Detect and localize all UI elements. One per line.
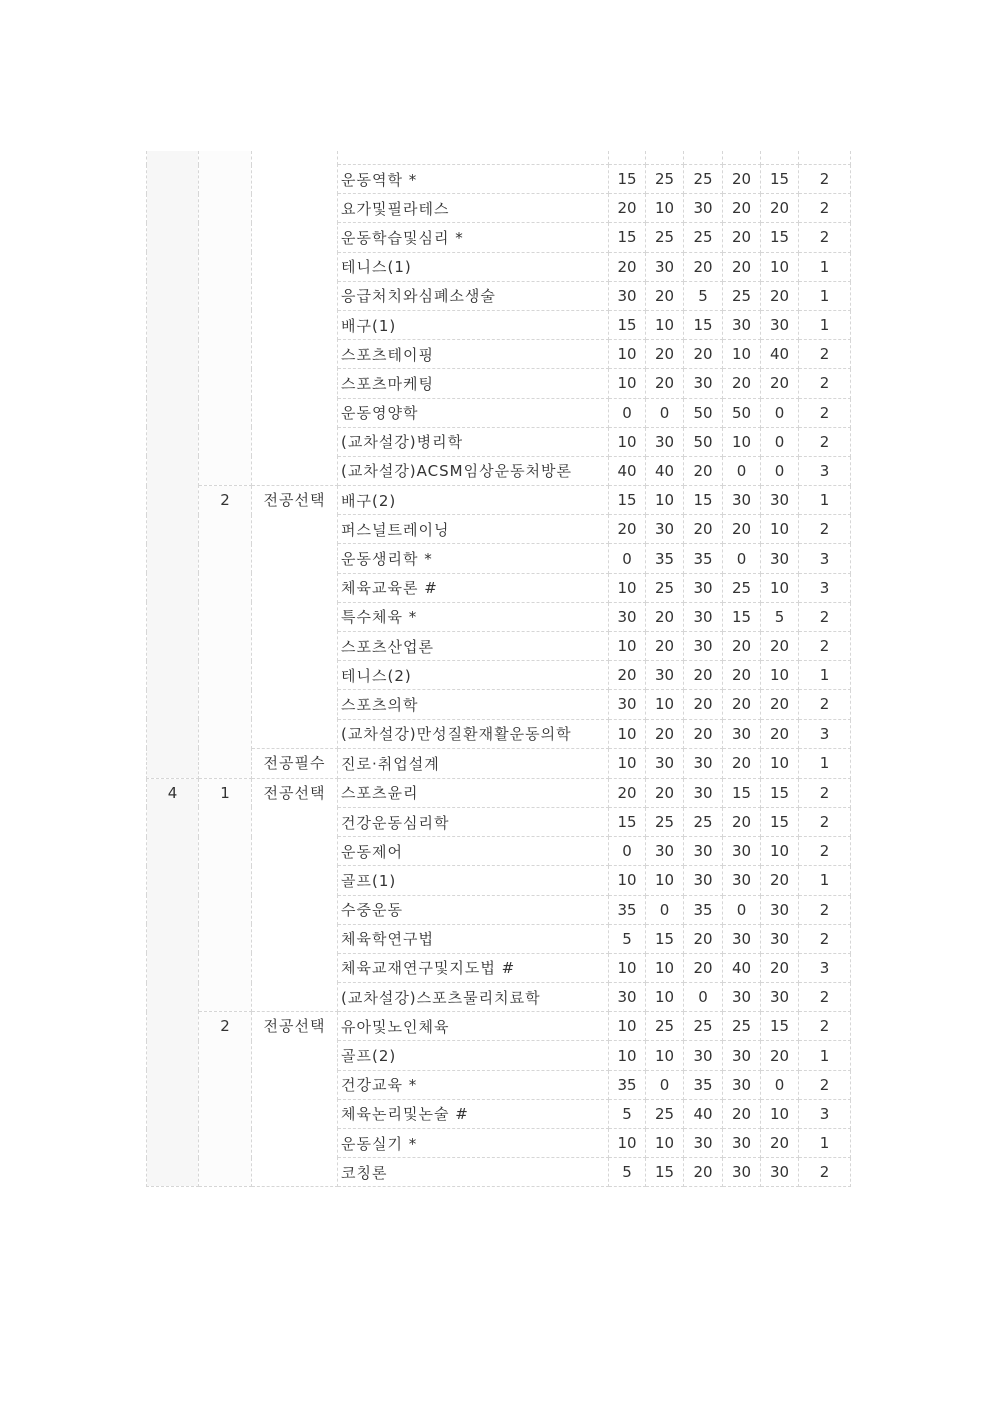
score-cell: 25	[723, 1012, 761, 1041]
score-cell: 35	[684, 895, 723, 924]
course-name-cell: 체육논리및논술 #	[338, 1099, 609, 1128]
course-type-cell	[252, 151, 338, 486]
score-cell: 30	[761, 310, 799, 339]
score-cell: 50	[684, 398, 723, 427]
score-cell: 5	[609, 1099, 646, 1128]
score-cell: 30	[723, 866, 761, 895]
score-cell: 0	[723, 895, 761, 924]
credit-cell: 2	[799, 398, 851, 427]
score-cell: 0	[761, 1070, 799, 1099]
course-name-cell: (교차설강)병리학	[338, 427, 609, 456]
score-cell: 20	[646, 719, 684, 748]
score-cell: 10	[609, 748, 646, 778]
score-cell: 0	[761, 398, 799, 427]
credit-cell: 1	[799, 252, 851, 281]
score-cell: 40	[684, 1099, 723, 1128]
table-row	[147, 778, 851, 807]
score-cell: 20	[723, 252, 761, 281]
score-cell: 20	[723, 223, 761, 252]
score-cell: 15	[609, 223, 646, 252]
score-cell: 30	[684, 573, 723, 602]
course-name-cell: 운동역학 *	[338, 165, 609, 194]
credit-cell: 1	[799, 866, 851, 895]
course-name-cell: 체육교재연구및지도법 #	[338, 953, 609, 982]
table-row	[147, 748, 851, 778]
course-name-cell: 운동생리학 *	[338, 544, 609, 573]
score-cell: 30	[761, 895, 799, 924]
score-cell: 20	[761, 194, 799, 223]
score-cell: 30	[684, 1041, 723, 1070]
course-name-cell: 특수체육 *	[338, 602, 609, 631]
course-name-cell: 스포츠의학	[338, 690, 609, 719]
score-cell: 30	[761, 1158, 799, 1187]
score-cell: 30	[723, 1070, 761, 1099]
score-cell: 15	[761, 165, 799, 194]
credit-cell: 1	[799, 281, 851, 310]
score-cell: 25	[646, 807, 684, 836]
course-name-cell: 스포츠산업론	[338, 632, 609, 661]
score-cell: 20	[761, 632, 799, 661]
score-cell: 15	[761, 778, 799, 807]
score-cell: 25	[646, 165, 684, 194]
score-cell: 10	[609, 632, 646, 661]
score-cell: 20	[761, 690, 799, 719]
score-cell: 20	[723, 194, 761, 223]
credit-cell: 1	[799, 661, 851, 690]
score-cell: 15	[609, 165, 646, 194]
score-cell: 0	[684, 983, 723, 1012]
course-name-cell: 운동학습및심리 *	[338, 223, 609, 252]
course-type-cell: 전공선택	[252, 1012, 338, 1187]
score-cell: 20	[723, 369, 761, 398]
score-cell: 20	[684, 252, 723, 281]
score-cell: 10	[609, 866, 646, 895]
score-cell: 35	[609, 1070, 646, 1099]
semester-cell	[199, 151, 252, 486]
course-name-cell: 골프(2)	[338, 1041, 609, 1070]
score-cell: 10	[646, 1041, 684, 1070]
score-cell: 10	[609, 340, 646, 369]
score-cell: 50	[684, 427, 723, 456]
score-cell: 20	[723, 661, 761, 690]
score-cell: 5	[761, 602, 799, 631]
score-cell: 40	[646, 456, 684, 485]
score-cell: 35	[646, 544, 684, 573]
score-cell: 10	[609, 1129, 646, 1158]
credit-cell: 2	[799, 223, 851, 252]
score-cell: 10	[609, 1041, 646, 1070]
credit-cell: 2	[799, 1070, 851, 1099]
score-cell: 25	[646, 1012, 684, 1041]
score-cell: 30	[646, 748, 684, 778]
score-cell: 0	[723, 456, 761, 485]
course-name-cell: 스포츠테이핑	[338, 340, 609, 369]
score-cell: 20	[646, 632, 684, 661]
score-cell: 40	[761, 340, 799, 369]
score-cell: 25	[684, 807, 723, 836]
score-cell: 10	[609, 369, 646, 398]
credit-cell: 2	[799, 807, 851, 836]
score-cell: 35	[684, 544, 723, 573]
grade-cell: 4	[147, 778, 199, 1187]
course-name-cell: 테니스(2)	[338, 661, 609, 690]
grade-cell	[147, 151, 199, 778]
score-cell: 10	[761, 515, 799, 544]
score-cell: 5	[609, 924, 646, 953]
score-cell: 30	[646, 252, 684, 281]
score-cell	[609, 151, 646, 165]
course-name-cell: 코칭론	[338, 1158, 609, 1187]
score-cell	[761, 151, 799, 165]
score-cell: 15	[761, 223, 799, 252]
score-cell: 20	[761, 719, 799, 748]
course-name-cell: 퍼스널트레이닝	[338, 515, 609, 544]
score-cell: 5	[609, 1158, 646, 1187]
score-cell	[646, 151, 684, 165]
table-row	[147, 486, 851, 515]
score-cell: 20	[646, 778, 684, 807]
credit-cell: 3	[799, 456, 851, 485]
score-cell: 30	[684, 837, 723, 866]
score-cell: 15	[609, 807, 646, 836]
credit-cell: 3	[799, 1099, 851, 1128]
score-cell: 20	[684, 456, 723, 485]
score-cell: 10	[609, 427, 646, 456]
score-cell: 10	[609, 953, 646, 982]
credit-cell: 2	[799, 515, 851, 544]
score-cell: 20	[761, 866, 799, 895]
score-cell: 15	[723, 602, 761, 631]
score-cell: 20	[684, 661, 723, 690]
score-cell: 5	[684, 281, 723, 310]
score-cell: 20	[646, 340, 684, 369]
semester-cell: 2	[199, 1012, 252, 1187]
score-cell: 25	[684, 1012, 723, 1041]
score-cell: 10	[646, 194, 684, 223]
credit-cell: 2	[799, 690, 851, 719]
course-name-cell: 건강운동심리학	[338, 807, 609, 836]
score-cell: 10	[609, 573, 646, 602]
score-cell: 10	[609, 1012, 646, 1041]
course-type-cell: 전공선택	[252, 486, 338, 749]
semester-cell: 1	[199, 778, 252, 1012]
score-cell: 20	[609, 661, 646, 690]
score-cell: 20	[761, 369, 799, 398]
score-cell: 30	[723, 983, 761, 1012]
score-cell: 20	[723, 632, 761, 661]
course-type-cell: 전공선택	[252, 778, 338, 1012]
score-cell: 20	[646, 281, 684, 310]
score-cell: 20	[609, 252, 646, 281]
score-cell: 0	[646, 398, 684, 427]
course-name-cell: 골프(1)	[338, 866, 609, 895]
course-name-cell: 스포츠윤리	[338, 778, 609, 807]
score-cell: 30	[684, 866, 723, 895]
score-cell: 0	[609, 544, 646, 573]
score-cell: 40	[723, 953, 761, 982]
credit-cell: 2	[799, 194, 851, 223]
score-cell: 20	[684, 924, 723, 953]
score-cell: 30	[723, 310, 761, 339]
score-cell: 20	[723, 1099, 761, 1128]
score-cell: 30	[761, 544, 799, 573]
course-name-cell: 요가및필라테스	[338, 194, 609, 223]
score-cell: 20	[761, 1129, 799, 1158]
credit-cell	[799, 151, 851, 165]
credit-cell: 2	[799, 778, 851, 807]
score-cell: 10	[646, 953, 684, 982]
course-name-cell: 테니스(1)	[338, 252, 609, 281]
course-name-cell: 진로·취업설계	[338, 748, 609, 778]
score-cell: 30	[646, 515, 684, 544]
curriculum-table-body	[147, 151, 851, 1187]
score-cell: 10	[761, 661, 799, 690]
score-cell: 20	[761, 953, 799, 982]
course-name-cell	[338, 151, 609, 165]
score-cell: 25	[646, 223, 684, 252]
score-cell: 20	[723, 807, 761, 836]
course-name-cell: 운동실기 *	[338, 1129, 609, 1158]
score-cell: 15	[761, 1012, 799, 1041]
credit-cell: 2	[799, 602, 851, 631]
score-cell: 30	[609, 690, 646, 719]
credit-cell: 2	[799, 837, 851, 866]
score-cell: 20	[761, 281, 799, 310]
score-cell: 15	[609, 486, 646, 515]
score-cell: 25	[684, 165, 723, 194]
curriculum-table	[146, 151, 851, 1187]
score-cell	[684, 151, 723, 165]
score-cell: 0	[609, 398, 646, 427]
score-cell: 10	[723, 427, 761, 456]
course-name-cell: 운동제어	[338, 837, 609, 866]
credit-cell: 2	[799, 1158, 851, 1187]
score-cell: 20	[684, 1158, 723, 1187]
credit-cell: 1	[799, 310, 851, 339]
score-cell: 20	[684, 340, 723, 369]
score-cell: 10	[646, 310, 684, 339]
score-cell: 40	[609, 456, 646, 485]
score-cell: 15	[609, 310, 646, 339]
credit-cell: 3	[799, 719, 851, 748]
score-cell: 0	[761, 456, 799, 485]
score-cell: 30	[723, 486, 761, 515]
credit-cell: 1	[799, 486, 851, 515]
credit-cell: 2	[799, 632, 851, 661]
score-cell: 30	[609, 281, 646, 310]
score-cell: 30	[684, 748, 723, 778]
score-cell: 20	[723, 515, 761, 544]
score-cell: 10	[761, 837, 799, 866]
score-cell: 35	[609, 895, 646, 924]
score-cell: 10	[646, 983, 684, 1012]
score-cell: 20	[646, 369, 684, 398]
score-cell: 30	[761, 486, 799, 515]
course-name-cell: 스포츠마케팅	[338, 369, 609, 398]
course-name-cell: 운동영양학	[338, 398, 609, 427]
score-cell: 30	[723, 1041, 761, 1070]
score-cell	[723, 151, 761, 165]
curriculum-table-grid	[146, 151, 851, 1187]
score-cell: 25	[646, 573, 684, 602]
score-cell: 30	[723, 719, 761, 748]
course-name-cell: 건강교육 *	[338, 1070, 609, 1099]
score-cell: 0	[609, 837, 646, 866]
score-cell: 15	[761, 807, 799, 836]
score-cell: 30	[684, 194, 723, 223]
score-cell: 30	[646, 427, 684, 456]
course-name-cell: 배구(1)	[338, 310, 609, 339]
score-cell: 15	[723, 778, 761, 807]
score-cell: 30	[723, 1158, 761, 1187]
course-name-cell: (교차설강)만성질환재활운동의학	[338, 719, 609, 748]
course-type-cell: 전공필수	[252, 748, 338, 778]
credit-cell: 2	[799, 369, 851, 398]
score-cell: 20	[609, 778, 646, 807]
score-cell: 15	[646, 1158, 684, 1187]
score-cell: 10	[646, 1129, 684, 1158]
score-cell: 10	[646, 690, 684, 719]
score-cell: 10	[761, 252, 799, 281]
score-cell: 30	[723, 924, 761, 953]
score-cell: 10	[761, 1099, 799, 1128]
score-cell: 0	[761, 427, 799, 456]
cut-row	[147, 151, 851, 165]
course-name-cell: 배구(2)	[338, 486, 609, 515]
score-cell: 25	[646, 1099, 684, 1128]
credit-cell: 1	[799, 748, 851, 778]
credit-cell: 1	[799, 1129, 851, 1158]
score-cell: 20	[761, 1041, 799, 1070]
score-cell: 10	[609, 719, 646, 748]
table-row	[147, 1012, 851, 1041]
score-cell: 15	[684, 310, 723, 339]
score-cell: 20	[609, 515, 646, 544]
score-cell: 15	[646, 924, 684, 953]
score-cell: 25	[723, 281, 761, 310]
score-cell: 30	[646, 837, 684, 866]
score-cell: 20	[684, 953, 723, 982]
score-cell: 25	[684, 223, 723, 252]
score-cell: 30	[684, 602, 723, 631]
semester-cell: 2	[199, 486, 252, 779]
course-name-cell: 체육학연구법	[338, 924, 609, 953]
score-cell: 30	[761, 924, 799, 953]
score-cell: 25	[723, 573, 761, 602]
credit-cell: 1	[799, 1041, 851, 1070]
course-name-cell: 유아및노인체육	[338, 1012, 609, 1041]
score-cell: 10	[646, 486, 684, 515]
score-cell: 30	[723, 837, 761, 866]
score-cell: 30	[684, 778, 723, 807]
course-name-cell: 수중운동	[338, 895, 609, 924]
score-cell: 50	[723, 398, 761, 427]
score-cell: 10	[646, 866, 684, 895]
score-cell: 20	[609, 194, 646, 223]
score-cell: 20	[646, 602, 684, 631]
score-cell: 30	[609, 983, 646, 1012]
score-cell: 30	[684, 369, 723, 398]
course-name-cell: (교차설강)ACSM임상운동처방론	[338, 456, 609, 485]
score-cell: 15	[684, 486, 723, 515]
credit-cell: 2	[799, 165, 851, 194]
credit-cell: 2	[799, 895, 851, 924]
score-cell: 0	[723, 544, 761, 573]
score-cell: 30	[609, 602, 646, 631]
score-cell: 10	[761, 748, 799, 778]
credit-cell: 3	[799, 544, 851, 573]
credit-cell: 2	[799, 340, 851, 369]
score-cell: 10	[761, 573, 799, 602]
score-cell: 20	[684, 515, 723, 544]
score-cell: 20	[684, 719, 723, 748]
credit-cell: 2	[799, 427, 851, 456]
credit-cell: 2	[799, 983, 851, 1012]
score-cell: 30	[684, 632, 723, 661]
course-name-cell: 체육교육론 #	[338, 573, 609, 602]
score-cell: 30	[761, 983, 799, 1012]
score-cell: 20	[723, 165, 761, 194]
course-name-cell: 응급처치와심폐소생술	[338, 281, 609, 310]
credit-cell: 3	[799, 953, 851, 982]
score-cell: 0	[646, 1070, 684, 1099]
score-cell: 20	[723, 690, 761, 719]
credit-cell: 2	[799, 1012, 851, 1041]
score-cell: 20	[723, 748, 761, 778]
score-cell: 30	[723, 1129, 761, 1158]
score-cell: 20	[684, 690, 723, 719]
score-cell: 10	[723, 340, 761, 369]
credit-cell: 2	[799, 924, 851, 953]
score-cell: 30	[646, 661, 684, 690]
course-name-cell: (교차설강)스포츠물리치료학	[338, 983, 609, 1012]
score-cell: 0	[646, 895, 684, 924]
credit-cell: 3	[799, 573, 851, 602]
score-cell: 35	[684, 1070, 723, 1099]
score-cell: 30	[684, 1129, 723, 1158]
